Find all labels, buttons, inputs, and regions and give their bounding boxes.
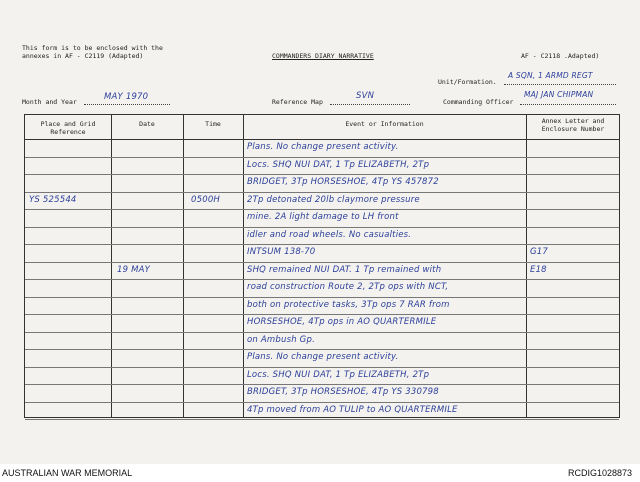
cell-event: Locs. SHQ NUI DAT, 1 Tp ELIZABETH, 2Tp (247, 369, 430, 380)
row-line (25, 244, 619, 245)
month-value: MAY 1970 (104, 92, 149, 102)
unit-dotted-line (504, 84, 616, 85)
cell-place: YS 525544 (29, 194, 77, 205)
row-line (25, 367, 619, 368)
col-divider (243, 115, 244, 417)
row-line (25, 157, 619, 158)
header-annex: Annex Letter and Enclosure Number (541, 117, 605, 133)
row-line (25, 227, 619, 228)
month-label: Month and Year (22, 98, 77, 106)
cell-event: BRIDGET, 3Tp HORSESHOE, 4Tp YS 457872 (247, 177, 439, 187)
cell-event: 4Tp moved from AO TULIP to AO QUARTERMILE (247, 404, 458, 415)
unit-value: A SQN, 1 ARMD REGT (508, 71, 593, 80)
row-line (25, 349, 619, 350)
cell-event: idler and road wheels. No casualties. (247, 229, 412, 240)
cell-event: 2Tp detonated 20lb claymore pressure (247, 194, 420, 205)
footer-right: RCDIG1028873 (567, 468, 632, 478)
month-dotted-line (84, 104, 170, 105)
cell-event: on Ambush Gp. (247, 334, 315, 345)
row-line (25, 332, 619, 333)
row-line (25, 192, 619, 193)
cell-event: HORSESHOE, 4Tp ops in AO QUARTERMILE (247, 317, 437, 327)
cell-annex: E18 (530, 264, 547, 275)
row-line (25, 419, 619, 420)
cell-event: Plans. No change present activity. (247, 142, 399, 152)
cell-event: Plans. No change present activity. (247, 352, 399, 362)
cell-date: 19 MAY (117, 264, 151, 275)
row-line (25, 384, 619, 385)
co-dotted-line (520, 104, 616, 105)
cell-event: BRIDGET, 3Tp HORSESHOE, 4Tp YS 330798 (247, 387, 439, 397)
cell-time: 0500H (191, 194, 221, 205)
row-line (25, 262, 619, 263)
co-label: Commanding Officer (443, 98, 514, 106)
cell-event: INTSUM 138-70 (247, 247, 316, 257)
cell-event: road construction Route 2, 2Tp ops with NCT, (247, 282, 449, 292)
form-note-line2: annexes in AF - C2119 (Adapted) (22, 52, 144, 60)
col-divider (183, 115, 184, 417)
col-divider (111, 115, 112, 417)
row-line (25, 297, 619, 298)
footer-left: AUSTRALIAN WAR MEMORIAL (2, 468, 133, 478)
cell-annex: G17 (530, 247, 549, 257)
refmap-value: SVN (356, 91, 375, 101)
header-date: Date (139, 120, 155, 128)
cell-event: SHQ remained NUI DAT. 1 Tp remained with (247, 264, 442, 275)
row-line (25, 209, 619, 210)
cell-event: Locs. SHQ NUI DAT, 1 Tp ELIZABETH, 2Tp (247, 159, 430, 170)
cell-event: both on protective tasks, 3Tp ops 7 RAR from (247, 299, 450, 310)
form-note-line1: This form is to be enclosed with the (22, 44, 163, 52)
row-line (25, 174, 619, 175)
refmap-label: Reference Map (272, 98, 323, 106)
row-line (25, 402, 619, 403)
form-number: AF - C2118 .Adapted) (521, 52, 600, 60)
header-place: Place and Grid Reference (40, 120, 96, 136)
header-time: Time (205, 120, 221, 128)
unit-label: Unit/Formation. (438, 78, 497, 86)
header-divider (25, 139, 619, 140)
co-value: MAJ JAN CHIPMAN (524, 90, 594, 99)
row-line (25, 279, 619, 280)
cell-event: mine. 2A light damage to LH front (247, 212, 399, 222)
row-line (25, 314, 619, 315)
col-divider (526, 115, 527, 417)
header-event: Event or Information (345, 120, 424, 128)
diary-table (24, 114, 620, 418)
refmap-dotted-line (330, 104, 410, 105)
form-title: COMMANDERS DIARY NARRATIVE (272, 52, 374, 60)
